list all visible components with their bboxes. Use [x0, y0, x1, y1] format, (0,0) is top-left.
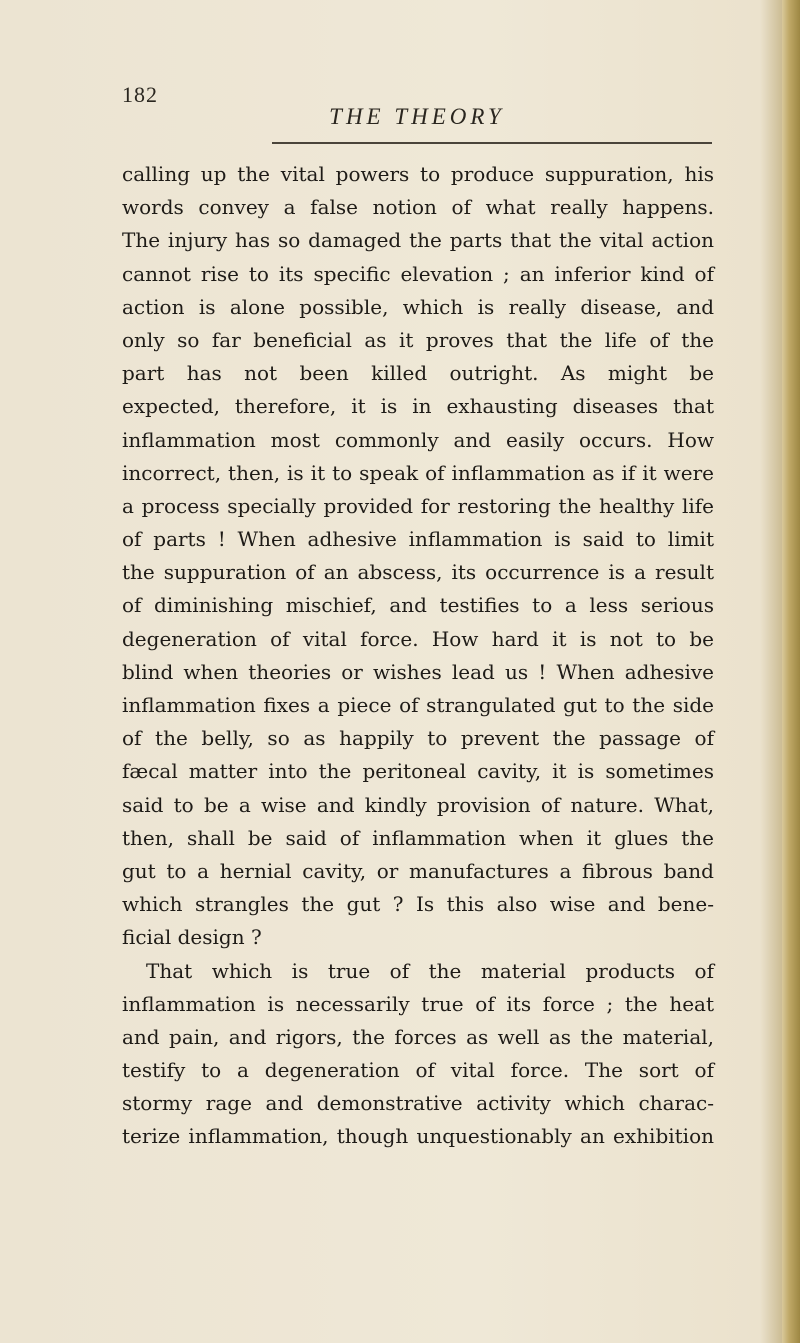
- text-line: cannot rise to its specific elevation ; an inferior kind of: [122, 261, 714, 286]
- page-edge: [782, 0, 800, 1343]
- text-line: only so far beneficial as it proves that the life of the: [122, 327, 714, 352]
- text-line: which strangles the gut ? Is this also wise and bene-: [122, 892, 714, 917]
- text-line: expected, therefore, it is in exhausting diseases that: [122, 394, 714, 419]
- text-line: the suppuration of an abscess, its occurrence is a result: [122, 560, 714, 585]
- text-line: terize inflammation, though unquestionably an exhibition: [122, 1124, 714, 1149]
- text-line: stormy rage and demonstrative activity which charac-: [122, 1091, 714, 1116]
- text-line: action is alone possible, which is really disease, and: [122, 294, 714, 319]
- text-line: a process specially provided for restoring the healthy life: [122, 493, 714, 518]
- text-line: calling up the vital powers to produce suppuration, his: [122, 162, 714, 186]
- text-line: and pain, and rigors, the forces as well as the material,: [122, 1024, 714, 1049]
- text-line: The injury has so damaged the parts that the vital action: [122, 228, 714, 253]
- text-line: part has not been killed outright. As might be: [122, 361, 714, 386]
- text-line: said to be a wise and kindly provision of nature. What,: [122, 792, 714, 817]
- text-line: of parts ! When adhesive inflammation is said to limit: [122, 527, 714, 552]
- text-line: blind when theories or wishes lead us ! When adhesive: [122, 659, 714, 684]
- text-line: fæcal matter into the peritoneal cavity, it is sometimes: [122, 759, 714, 784]
- text-line: then, shall be said of inflammation when it glues the: [122, 825, 714, 850]
- text-line: testify to a degeneration of vital force. The sort of: [122, 1058, 714, 1083]
- text-line: inflammation fixes a piece of strangulated gut to the side: [122, 693, 714, 717]
- text-line: inflammation is necessarily true of its force ; the heat: [122, 991, 714, 1016]
- text-line: of the belly, so as happily to prevent the passage of: [122, 726, 714, 751]
- paragraph-start-line: That which is true of the material products of: [146, 958, 714, 983]
- text-line: of diminishing mischief, and testifies to a less serious: [122, 593, 714, 618]
- paragraph-end-line: ficial design ?: [122, 925, 262, 950]
- text-line: gut to a hernial cavity, or manufactures a fibrous band: [122, 858, 714, 883]
- page-header: [122, 76, 712, 136]
- running-title: THE THEORY: [329, 104, 505, 129]
- header-rule: [272, 142, 712, 144]
- text-line: inflammation most commonly and easily occurs. How: [122, 427, 714, 452]
- text-line: degeneration of vital force. How hard it is not to be: [122, 626, 714, 651]
- text-line: incorrect, then, is it to speak of inflammation as if it were: [122, 460, 714, 485]
- text-line: words convey a false notion of what really happens.: [122, 195, 714, 220]
- body-text: [122, 158, 714, 1154]
- page-number: 182: [122, 82, 158, 107]
